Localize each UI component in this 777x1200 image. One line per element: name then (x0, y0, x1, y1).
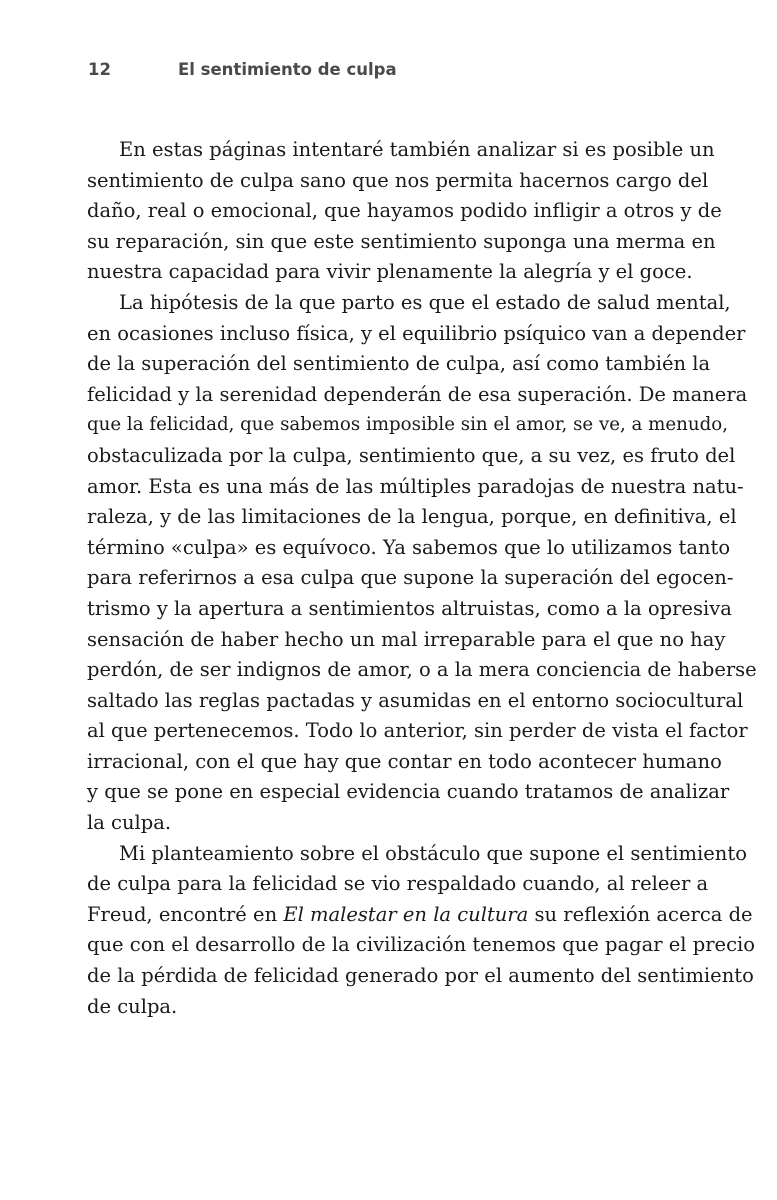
text-line: trismo y la apertura a sentimientos altruistas, como a la opresiva (87, 596, 732, 620)
text-line: irracional, con el que hay que contar en todo acontecer humano (87, 749, 722, 773)
text-line: sensación de haber hecho un mal irreparable para el que no hay (87, 627, 726, 651)
text-line: de culpa para la felicidad se vio respaldado cuando, al releer a (87, 872, 709, 896)
text-line: felicidad y la serenidad dependerán de esa superación. De manera (87, 382, 748, 406)
text-line: Mi planteamiento sobre el obstáculo que supone el sentimiento (119, 841, 747, 865)
text-line: La hipótesis de la que parto es que el estado de salud mental, (119, 290, 731, 314)
text-line: de culpa. (87, 994, 178, 1018)
text-line: saltado las reglas pactadas y asumidas en el entorno sociocultural (87, 688, 744, 712)
running-header (88, 60, 717, 90)
text-line: sentimiento de culpa sano que nos permita hacernos cargo del (87, 168, 709, 192)
text-line-with-title (87, 900, 753, 931)
page-number: 12 (88, 60, 111, 79)
text-line: perdón, de ser indignos de amor, o a la mera conciencia de haberse (87, 658, 757, 682)
text-fragment: Freud, encontré en (87, 902, 284, 926)
text-line: daño, real o emocional, que hayamos podido infligir a otros y de (87, 199, 722, 223)
text-line: de la pérdida de felicidad generado por el aumento del sentimiento (87, 964, 754, 988)
text-line: al que pertenecemos. Todo lo anterior, sin perder de vista el factor (87, 719, 748, 743)
text-line: obstaculizada por la culpa, sentimiento que, a su vez, es fruto del (87, 443, 736, 467)
text-line: raleza, y de las limitaciones de la lengua, porque, en definitiva, el (87, 505, 737, 529)
text-line: término «culpa» es equívoco. Ya sabemos que lo utilizamos tanto (87, 535, 731, 559)
text-line: amor. Esta es una más de las múltiples paradojas de nuestra natu- (87, 474, 744, 498)
text-line: de la superación del sentimiento de culpa, así como también la (87, 352, 711, 376)
body-text (87, 135, 757, 1022)
text-line: para referirnos a esa culpa que supone la superación del egocen- (87, 566, 734, 590)
running-title: El sentimiento de culpa (178, 60, 397, 79)
text-line: que con el desarrollo de la civilización tenemos que pagar el precio (87, 933, 755, 957)
text-fragment: su reflexión acerca de (528, 902, 753, 926)
text-line: en ocasiones incluso física, y el equilibrio psíquico van a depender (87, 321, 746, 345)
text-line: la culpa. (87, 811, 172, 835)
book-title: El malestar en la cultura (283, 902, 529, 926)
text-line: que la felicidad, que sabemos imposible sin el amor, se ve, a menudo, (87, 414, 728, 436)
text-line: nuestra capacidad para vivir plenamente la alegría y el goce. (87, 260, 693, 284)
text-line: En estas páginas intentaré también analizar si es posible un (119, 138, 715, 161)
text-line: su reparación, sin que este sentimiento suponga una merma en (87, 229, 716, 253)
text-line: y que se pone en especial evidencia cuando tratamos de analizar (87, 780, 730, 804)
